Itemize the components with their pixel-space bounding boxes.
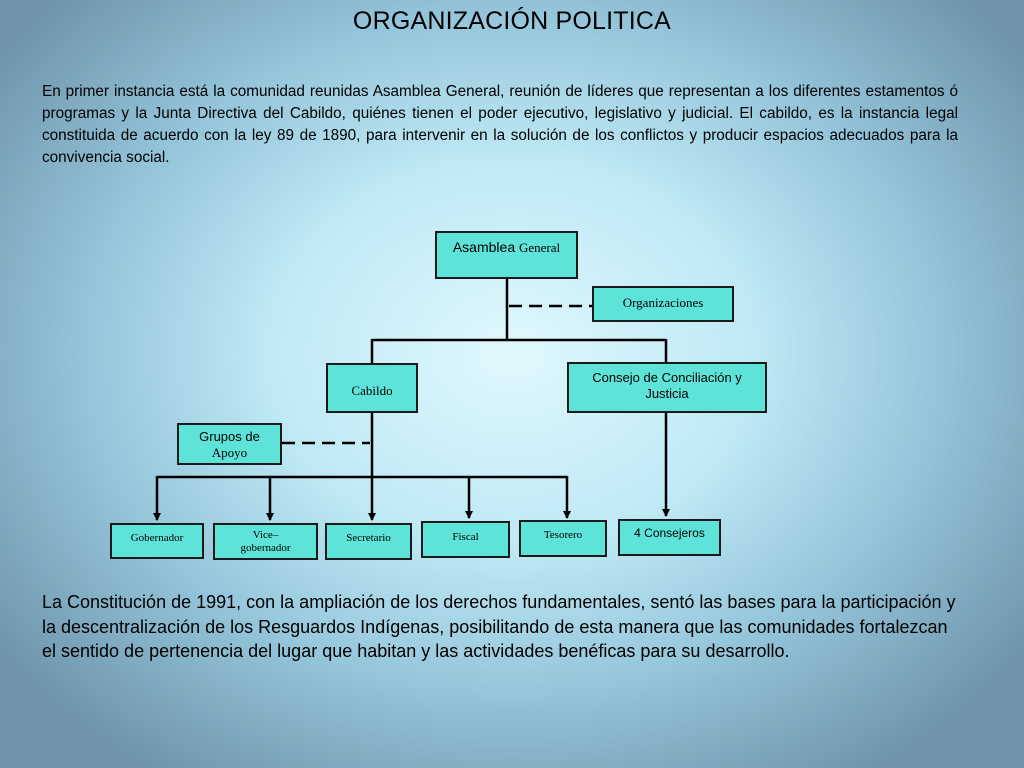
asamblea-label-b: General [519,240,561,255]
asamblea-label-a: Asamblea [452,239,519,255]
node-grupos-apoyo [177,423,282,465]
node-tesorero: Tesorero [519,520,607,557]
grupos-line2: Apoyo [211,444,248,460]
node-asamblea-general [435,231,578,279]
outro-paragraph: La Constitución de 1991, con la ampliación de los derechos fundamentales, sentó las bases para la participación y la descentralización de los Resguardos Indígenas, posibilitando de esta manera que las comunidades fortalezcan el sentido de pertenencia del lugar que habitan y las actividades benéficas para su desarrollo. [42,592,956,661]
node-fiscal: Fiscal [421,521,510,558]
node-vicegobernador [213,523,318,560]
node-organizaciones: Organizaciones [592,286,734,322]
page-title: ORGANIZACIÓN POLITICA [352,7,672,35]
node-secretario: Secretario [325,523,412,560]
intro-paragraph: En primer instancia está la comunidad reunidas Asamblea General, reunión de líderes que representan a los diferentes estamentos ó programas y la Junta Directiva del Cabildo, quiénes tienen el poder ejecutivo, legislativo y judicial. El cabildo, es la instancia legal constituida de acuerdo con la ley 89 de 1890, para intervenir en la solución de los conflictos y producir espacios adecuados para la convivencia social. [42,83,958,166]
node-4-consejeros: 4 Consejeros [618,519,721,556]
node-gobernador: Gobernador [110,523,204,559]
grupos-line1: Grupos de [199,429,260,444]
node-cabildo: Cabildo [326,363,418,413]
vice-line1: Vice– [252,529,279,541]
node-consejo-conciliacion: Consejo de Conciliación y Justicia [567,362,767,413]
vice-line2: gobernador [240,541,291,554]
